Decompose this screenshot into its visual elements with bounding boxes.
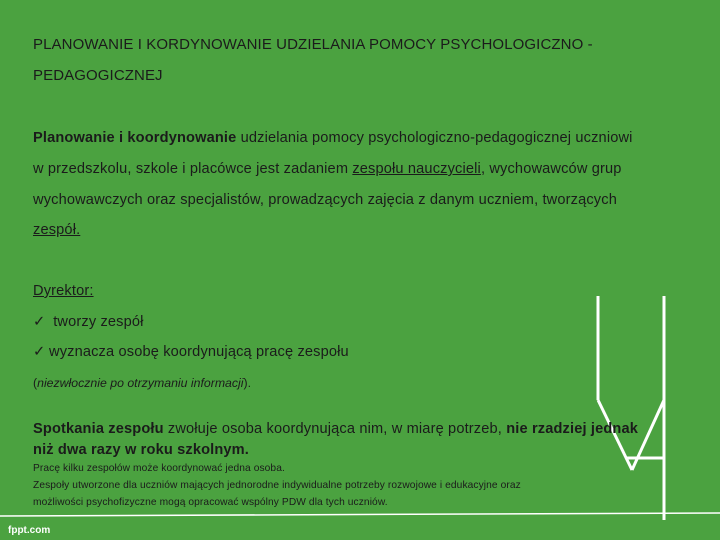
emphasis-text: Planowanie i koordynowanie — [33, 130, 237, 146]
note-italic: niezwłocznie po otrzymaniu informacji — [37, 376, 244, 390]
paragraph-text: zwołuje osoba koordynująca nim, w miarę potrzeb, — [163, 421, 507, 437]
paragraph-3-line-1: Pracę kilku zespołów może koordynować jedna osoba. — [33, 463, 285, 474]
emphasis-text: nie rzadziej jednak — [506, 421, 639, 437]
paragraph-3-line-2: Zespoły utworzone dla uczniów mających jednorodne indywidualne potrzeby rozwojowe i edukacyjne oraz — [33, 480, 521, 491]
bullet-text: wyznacza osobę koordynującą pracę zespołu — [49, 344, 349, 360]
paragraph-text: , wychowawców grup — [480, 161, 622, 177]
dyrektor-label: Dyrektor: — [33, 283, 94, 299]
paragraph-3-line-3: możliwości psychofizyczne mogą opracować wspólny PDW dla tych uczniów. — [33, 497, 388, 508]
paragraph-2-line-1 — [33, 421, 638, 437]
paragraph-1-line-1 — [33, 130, 633, 146]
paragraph-2-line-2: niż dwa razy w roku szkolnym. — [33, 442, 250, 458]
bullet-text: tworzy zespół — [49, 314, 144, 330]
check-icon: ✓ — [33, 344, 46, 360]
slide-title-line-2: PEDAGOGICZNEJ — [33, 67, 163, 84]
fppt-logo: fppt.com — [8, 525, 51, 536]
paragraph-text: w przedszkolu, szkole i placówce jest zadaniem — [33, 161, 353, 177]
bullet-item-1 — [33, 313, 144, 330]
slide-title-line-1: PLANOWANIE I KORDYNOWANIE UDZIELANIA POMOCY PSYCHOLOGICZNO - — [33, 36, 593, 53]
note-text: (niezwłocznie po otrzymaniu informacji). — [33, 376, 252, 390]
paragraph-1-line-4: zespół. — [33, 222, 81, 238]
paragraph-text: udzielania pomocy psychologiczno-pedagogicznej uczniowi — [236, 130, 633, 146]
paragraph-1-line-3: wychowawczych oraz specjalistów, prowadzących zajęcia z danym uczniem, tworzących — [33, 192, 617, 208]
check-icon: ✓ — [33, 314, 46, 330]
underlined-text: zespołu nauczycieli — [352, 161, 481, 177]
emphasis-text: Spotkania zespołu — [33, 421, 164, 437]
bullet-item-2 — [33, 343, 349, 360]
paragraph-1-line-2 — [33, 161, 622, 177]
